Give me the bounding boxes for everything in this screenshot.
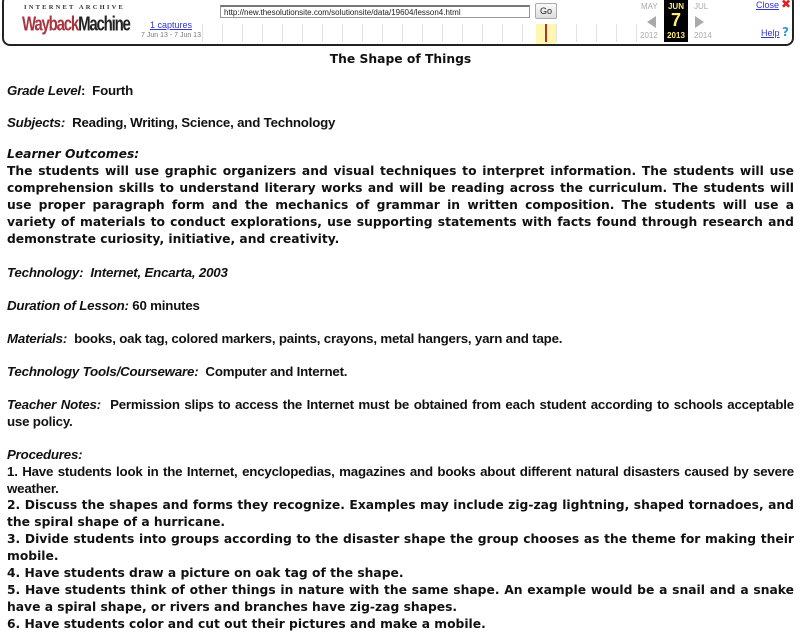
grade-level: Grade Level: Fourth: [7, 83, 134, 98]
calendar-navigator: [638, 0, 728, 44]
learner-outcomes-text: The students will use graphic organizers and visual techniques to interpret information. The students will use comprehension skills to understand literary works and will be reading across the curriculum. The students will use proper paragraph form and the mechanics of grammar in written composition. The students will use a variety of materials to conduct explorations, use supporting statements with facts found through research and demonstrate curiosity, initiative, and creativity.: [7, 164, 794, 246]
captures-info: [136, 20, 206, 39]
help-link[interactable]: Help: [761, 28, 780, 38]
materials-value: books, oak tag, colored markers, paints, crayons, metal hangers, yarn and tape.: [74, 331, 563, 346]
timeline-tick: [222, 24, 223, 42]
captures-link[interactable]: 1 captures: [149, 20, 193, 30]
subjects: [7, 114, 794, 131]
timeline-tick: [442, 24, 443, 42]
materials-label: Materials:: [7, 331, 68, 346]
current-date-box: [664, 0, 688, 42]
procedures-label: Procedures:: [7, 447, 83, 462]
logo-machine: Machine: [78, 13, 130, 36]
technology-tools: [7, 363, 794, 380]
close-icon[interactable]: ✖: [781, 0, 792, 11]
logo-internet-archive-text: INTERNET ARCHIVE: [24, 4, 125, 11]
timeline-tick: [502, 24, 503, 42]
timeline-tick: [282, 24, 283, 42]
next-capture-arrow-icon[interactable]: [695, 16, 704, 28]
technology-label: Technology:: [7, 265, 84, 280]
technology: [7, 264, 794, 281]
help-icon[interactable]: ?: [782, 25, 789, 39]
captures-date-range: 7 Jun 13 - 7 Jun 13: [141, 32, 201, 39]
grade-level-value: Fourth: [92, 83, 134, 98]
technology-value: Internet, Encarta, 2003: [90, 265, 228, 280]
timeline-tick: [382, 24, 383, 42]
procedure-item-2: 2. Discuss the shapes and forms they recognize. Examples may include zig-zag lightning, shaped tornadoes, and the spiral shape of a hurricane.: [7, 498, 794, 529]
procedures-heading: [7, 446, 794, 463]
teacher-notes: [7, 396, 794, 430]
go-button[interactable]: Go: [535, 3, 557, 19]
technology-tools-value: Computer and Internet.: [205, 364, 348, 379]
url-input[interactable]: http://new.thesolutionsite.com/solutionsite/data/19604/lesson4.html: [220, 5, 530, 18]
timeline-tick: [402, 24, 403, 42]
next-month-label[interactable]: JUL: [694, 2, 709, 11]
subjects-value: Reading, Writing, Science, and Technology: [72, 115, 336, 130]
lesson-content: [7, 51, 794, 633]
materials: [7, 330, 794, 347]
duration-value: 60 minutes: [132, 298, 200, 313]
logo-wayback-machine-text: [22, 13, 130, 36]
current-day-label: 7: [670, 10, 681, 30]
timeline-tick: [576, 24, 577, 42]
current-month-label: JUN: [667, 2, 684, 11]
prev-capture-arrow-icon[interactable]: [647, 16, 656, 28]
timeline-tick: [362, 24, 363, 42]
timeline-tick: [242, 24, 243, 42]
timeline-tick: [342, 24, 343, 42]
timeline-tick: [202, 24, 203, 42]
learner-outcomes-heading: [7, 146, 794, 163]
timeline-tick: [522, 24, 523, 42]
technology-tools-label: Technology Tools/Courseware:: [7, 364, 199, 379]
procedure-item-3: 3. Divide students into groups according to the disaster shape the group chooses as the theme for making their mobile.: [7, 532, 794, 563]
capture-marker[interactable]: [545, 24, 547, 42]
current-year-label: 2013: [667, 31, 685, 40]
procedure-item-4: 4. Have students draw a picture on oak tag of the shape.: [7, 566, 404, 580]
duration-label: Duration of Lesson:: [7, 298, 129, 313]
teacher-notes-label: Teacher Notes:: [7, 397, 101, 412]
page-title: The Shape of Things: [329, 52, 472, 66]
timeline-tick: [616, 24, 617, 42]
timeline-tick: [482, 24, 483, 42]
timeline-tick: [596, 24, 597, 42]
procedure-item-5: 5. Have students think of other things in nature with the same shape. An example would be a snail and a snake have a spiral shape, or rivers and branches have zig-zag shapes.: [7, 583, 794, 614]
timeline-tick: [262, 24, 263, 42]
procedure-item-1: 1. Have students look in the Internet, encyclopedias, magazines and books about different natural disasters caused by severe weather.: [7, 464, 794, 496]
timeline-tick: [462, 24, 463, 42]
learner-outcomes-label: Learner Outcomes:: [7, 147, 140, 161]
logo-way: Wayback: [22, 13, 79, 36]
close-link[interactable]: Close: [756, 0, 780, 10]
timeline-tick: [322, 24, 323, 42]
wayback-toolbar: [2, 0, 794, 46]
subjects-label: Subjects:: [7, 115, 66, 130]
prev-year-label[interactable]: 2012: [640, 31, 658, 40]
wayback-logo[interactable]: [16, 2, 130, 36]
procedure-item-6: 6. Have students color and cut out their pictures and make a mobile.: [7, 617, 486, 631]
prev-month-label[interactable]: MAY: [641, 2, 658, 11]
grade-level-label: Grade Level: [7, 83, 81, 98]
timeline-tick: [302, 24, 303, 42]
timeline-tick: [556, 24, 557, 42]
capture-timeline[interactable]: [202, 22, 642, 44]
next-year-label[interactable]: 2014: [694, 31, 712, 40]
timeline-tick: [636, 24, 637, 42]
teacher-notes-value: Permission slips to access the Internet must be obtained from each student according to schools acceptable use policy.: [7, 397, 794, 429]
duration: [7, 297, 794, 314]
timeline-tick: [422, 24, 423, 42]
